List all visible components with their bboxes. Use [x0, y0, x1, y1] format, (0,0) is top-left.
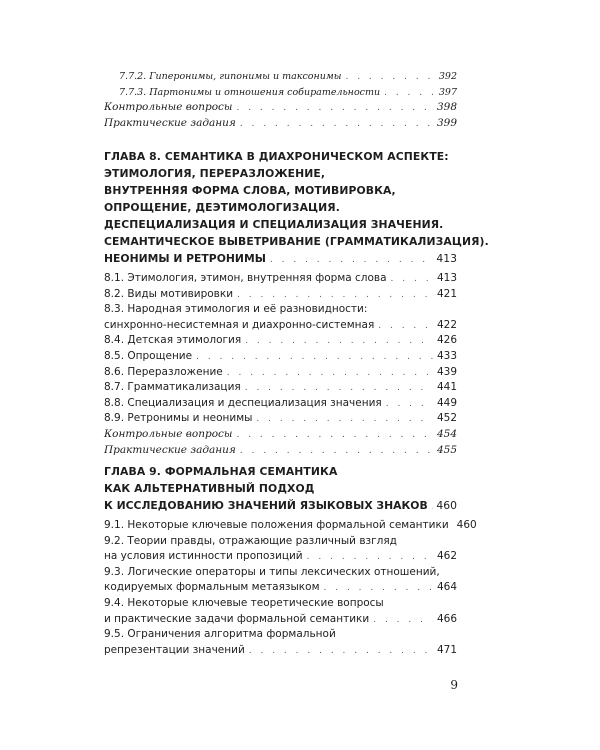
page-number: 9 — [450, 678, 458, 692]
entry-page: 398 — [436, 101, 457, 114]
entry-title: НЕОНИМЫ И РЕТРОНИМЫ — [104, 252, 266, 265]
entry-page: 433 — [436, 349, 457, 362]
entry-page: 460 — [456, 519, 477, 531]
chapter-heading-line: ЭТИМОЛОГИЯ, ПЕРЕРАЗЛОЖЕНИЕ, — [104, 167, 326, 180]
entry-title: Практические задания — [104, 116, 236, 129]
chapter-heading-line: ГЛАВА 9. ФОРМАЛЬНАЯ СЕМАНТИКА — [104, 465, 338, 478]
entry-page: 413 — [436, 272, 457, 284]
dot-leader — [237, 288, 433, 304]
toc-entry-line[interactable]: 9.3. Логические операторы и типы лексических отношений, — [104, 565, 440, 578]
dot-leader — [256, 412, 433, 428]
entry-page: 397 — [438, 86, 457, 98]
entry-title: 9.1. Некоторые ключевые положения формальной семантики — [104, 519, 449, 531]
dot-leader — [384, 86, 435, 102]
toc-entry[interactable] — [104, 349, 457, 365]
chapter-heading-line: ОПРОЩЕНИЕ, ДЕЭТИМОЛОГИЗАЦИЯ. — [104, 201, 340, 214]
entry-title: 8.8. Специализация и деспециализация значения — [104, 396, 382, 409]
dot-leader — [249, 644, 433, 660]
dot-leader — [245, 334, 433, 350]
entry-page: 464 — [436, 581, 457, 594]
entry-page: 399 — [436, 116, 457, 129]
dot-leader — [270, 252, 432, 269]
toc-entry[interactable] — [104, 365, 457, 381]
chapter9-section — [104, 463, 477, 658]
entry-title: 8.9. Ретронимы и неонимы — [104, 412, 253, 425]
dot-leader — [432, 499, 433, 516]
toc-entry[interactable] — [104, 580, 457, 596]
toc-entry-line[interactable]: 9.5. Ограничения алгоритма формальной — [104, 628, 336, 641]
dot-leader — [240, 117, 433, 133]
entry-title: Практические задания — [104, 443, 236, 456]
chapter8-section — [104, 148, 489, 458]
chapter-heading-entry[interactable] — [104, 250, 457, 267]
entry-page: 471 — [436, 643, 457, 656]
entry-page: 452 — [436, 412, 457, 425]
toc-entry[interactable] — [104, 69, 457, 85]
dot-leader — [307, 550, 433, 566]
entry-title: 7.7.3. Партонимы и отношения собирательности — [119, 86, 381, 98]
entry-page: 449 — [436, 396, 457, 409]
toc-entry[interactable] — [104, 318, 457, 334]
dot-leader — [240, 444, 433, 460]
chapter7-tail — [104, 69, 457, 131]
entry-page: 441 — [436, 381, 457, 394]
toc-entry[interactable] — [104, 443, 457, 459]
chapter-heading-line: ДЕСПЕЦИАЛИЗАЦИЯ И СПЕЦИАЛИЗАЦИЯ ЗНАЧЕНИЯ. — [104, 218, 444, 231]
dot-leader — [345, 70, 434, 86]
toc-entry[interactable] — [104, 549, 457, 565]
entry-page: 455 — [436, 443, 457, 456]
toc-entry[interactable] — [104, 271, 457, 287]
entry-page: 462 — [436, 550, 457, 563]
entry-title: 8.6. Переразложение — [104, 365, 223, 378]
toc-entry[interactable] — [104, 100, 457, 116]
dot-leader — [196, 350, 433, 366]
entry-page: 426 — [436, 334, 457, 347]
entry-page: 392 — [438, 71, 457, 82]
dot-leader — [373, 613, 433, 629]
dot-leader — [236, 101, 432, 117]
entry-title: кодируемых формальным метаязыком — [104, 581, 320, 594]
entry-title: 7.7.2. Гиперонимы, гипонимы и таксонимы — [119, 71, 342, 82]
toc-entry[interactable] — [104, 427, 457, 443]
entry-page: 421 — [436, 287, 457, 300]
entry-title: 8.1. Этимология, этимон, внутренняя форма слова — [104, 272, 387, 284]
toc-entry[interactable] — [104, 396, 457, 412]
dot-leader — [378, 319, 433, 335]
entry-title: синхронно-несистемная и диахронно-системная — [104, 318, 375, 331]
chapter-heading-line: ГЛАВА 8. СЕМАНТИКА В ДИАХРОНИЧЕСКОМ АСПЕКТЕ: — [104, 150, 449, 163]
entry-page: 422 — [436, 318, 457, 331]
toc-entry[interactable] — [104, 85, 457, 101]
toc-entry[interactable] — [104, 643, 457, 659]
entry-title: Контрольные вопросы — [104, 427, 233, 440]
toc-entry[interactable] — [104, 380, 457, 396]
entry-page: 460 — [436, 499, 457, 512]
dot-leader — [386, 397, 433, 413]
toc-entry-line[interactable]: 9.4. Некоторые ключевые теоретические вопросы — [104, 596, 384, 609]
dot-leader — [324, 581, 433, 597]
dot-leader — [227, 366, 433, 382]
chapter-heading-line: СЕМАНТИЧЕСКОЕ ВЫВЕТРИВАНИЕ (ГРАММАТИКАЛИЗАЦИЯ). — [104, 235, 489, 248]
toc-entry[interactable] — [104, 411, 457, 427]
toc-entry[interactable] — [104, 116, 457, 132]
entry-title: Контрольные вопросы — [104, 101, 233, 114]
entry-page: 413 — [436, 252, 457, 265]
toc-entry[interactable] — [104, 287, 457, 303]
entry-title: и практические задачи формальной семантики — [104, 612, 370, 625]
entry-title: 8.2. Виды мотивировки — [104, 287, 234, 300]
entry-title: К ИССЛЕДОВАНИЮ ЗНАЧЕНИЙ ЯЗЫКОВЫХ ЗНАКОВ — [104, 499, 428, 512]
chapter-heading-entry[interactable] — [104, 497, 457, 514]
entry-page: 466 — [436, 612, 457, 625]
toc-entry-line[interactable]: 9.2. Теории правды, отражающие различный взгляд — [104, 534, 397, 547]
dot-leader — [236, 428, 432, 444]
toc-entry-line[interactable]: 8.3. Народная этимология и её разновидности: — [104, 303, 368, 316]
toc-entry[interactable] — [104, 333, 457, 349]
entry-title: 8.7. Грамматикализация — [104, 381, 241, 394]
toc-entry[interactable] — [104, 612, 457, 628]
dot-leader — [391, 272, 433, 288]
entry-page: 439 — [436, 365, 457, 378]
entry-page: 454 — [436, 427, 457, 440]
entry-title: на условия истинности пропозиций — [104, 550, 303, 563]
dot-leader — [245, 381, 433, 397]
entry-title: 8.4. Детская этимология — [104, 334, 242, 347]
toc-entry[interactable] — [104, 518, 477, 534]
chapter-heading-line: ВНУТРЕННЯЯ ФОРМА СЛОВА, МОТИВИРОВКА, — [104, 184, 396, 197]
entry-title: 8.5. Опрощение — [104, 349, 193, 362]
chapter-heading-line: КАК АЛЬТЕРНАТИВНЫЙ ПОДХОД — [104, 482, 315, 495]
entry-title: репрезентации значений — [104, 643, 245, 656]
